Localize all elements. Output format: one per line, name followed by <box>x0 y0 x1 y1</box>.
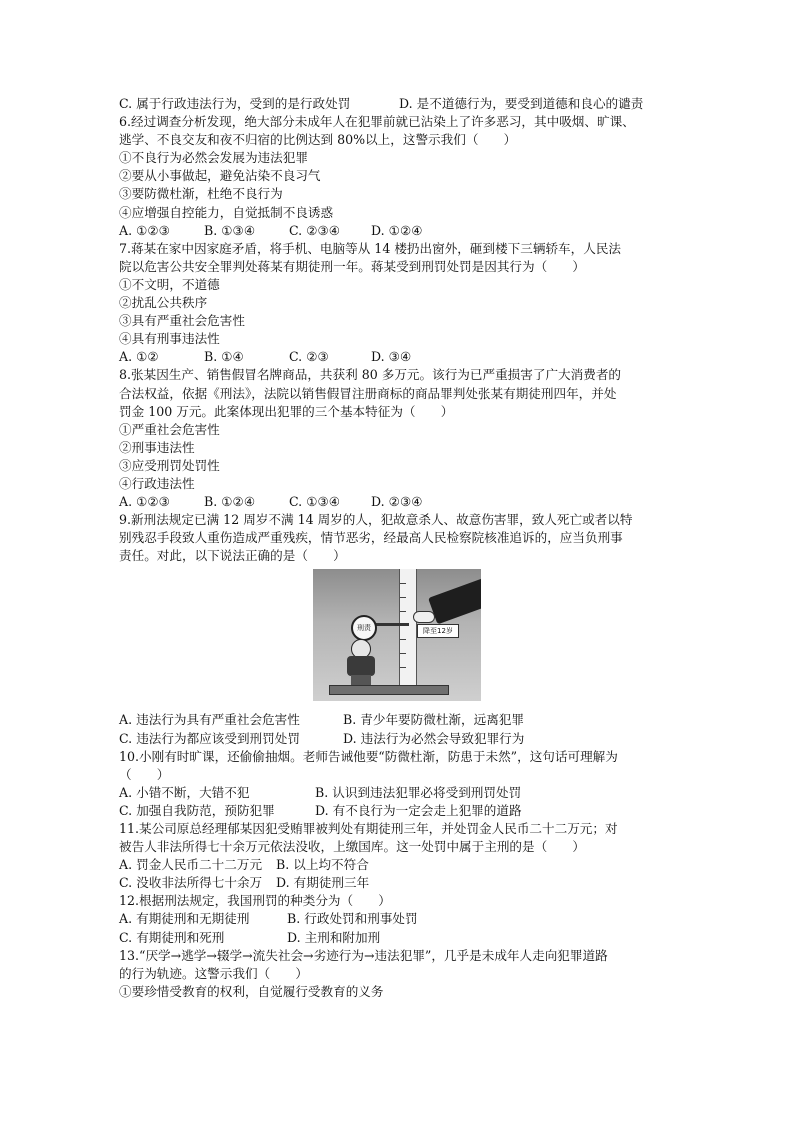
text-line <box>119 348 679 366</box>
option-text: C. ②③ <box>289 349 329 365</box>
option-text: B. ①④ <box>204 349 244 365</box>
text-line <box>119 294 679 312</box>
line-text: ④具有刑事违法性 <box>119 331 220 347</box>
text-line <box>119 965 679 983</box>
line-text: （ ） <box>119 766 170 782</box>
option-text: D. 有不良行为一定会走上犯罪的道路 <box>315 802 522 818</box>
option-text: A. ①② <box>119 349 159 365</box>
text-line <box>119 312 679 330</box>
text-line <box>119 493 679 511</box>
line-text: 逃学、不良交友和夜不归宿的比例达到 80%以上，这警示我们（ ） <box>119 132 517 148</box>
height-ruler <box>399 569 417 687</box>
option-text: C. ②③④ <box>289 222 341 238</box>
option-text: A. ①②③ <box>119 494 170 510</box>
figure-container <box>119 569 679 701</box>
line-text: 13.“厌学→逃学→辍学→流失社会→劣迹行为→违法犯罪”，几乎是未成年人走向犯罪道路 <box>119 947 608 963</box>
text-line <box>119 403 679 421</box>
line-text: 罚金 100 万元。此案体现出犯罪的三个基本特征为（ ） <box>119 403 454 419</box>
line-text: 6.经过调查分析发现，绝大部分未成年人在犯罪前就已沾染上了许多恶习，其中吸烟、旷课、 <box>119 114 635 130</box>
option-text: A. 有期徒刑和无期徒刑 <box>119 911 250 927</box>
text-line <box>119 131 679 149</box>
line-text: 10.小刚有时旷课，还偷偷抽烟。老师告诫他要“防微杜渐，防患于未然”，这句话可理解为 <box>119 748 618 764</box>
text-line <box>119 439 679 457</box>
option-text: D. ①②④ <box>371 222 423 238</box>
option-text: B. 认识到违法犯罪必将受到刑罚处罚 <box>315 784 522 800</box>
text-line <box>119 385 679 403</box>
option-text: D. 主刑和附加刑 <box>287 929 381 945</box>
text-line <box>119 802 679 820</box>
text-line <box>119 910 679 928</box>
text-line <box>119 185 679 203</box>
text-line <box>119 874 679 892</box>
text-line <box>119 366 679 384</box>
option-text: B. 行政处罚和刑事处罚 <box>287 911 418 927</box>
text-line <box>119 95 679 113</box>
line-text: 9.新刑法规定已满 12 周岁不满 14 周岁的人，犯故意杀人、故意伤害罪，致人死亡或者以特 <box>119 512 633 528</box>
text-line <box>119 547 679 565</box>
line-text: 7.蒋某在家中因家庭矛盾，将手机、电脑等从 14 楼扔出窗外，砸到楼下三辆轿车，人民法 <box>119 240 622 256</box>
text-line <box>119 983 679 1001</box>
option-text: C. 违法行为都应该受到刑罚处罚 <box>119 730 300 746</box>
text-line <box>119 529 679 547</box>
line-text: 被告人非法所得七十余万元依法没收，上缴国库。这一处罚中属于主刑的是（ ） <box>119 839 585 855</box>
line-text: 院以危害公共安全罪判处蒋某有期徒刑一年。蒋某受到刑罚处罚是因其行为（ ） <box>119 258 585 274</box>
line-text: 11.某公司原总经理郁某因犯受贿罪被判处有期徒刑三年，并处罚金人民币二十二万元；对 <box>119 821 618 836</box>
exam-page <box>119 95 679 1001</box>
option-text: B. 青少年要防微杜渐，远离犯罪 <box>343 712 524 728</box>
option-text: D. ③④ <box>371 349 412 365</box>
option-text: A. 罚金人民币二十二万元 <box>119 857 263 873</box>
line-text: ③应受刑罚处罚性 <box>119 457 220 473</box>
line-text: ①要珍惜受教育的权利，自觉履行受教育的义务 <box>119 983 384 999</box>
option-text: A. 违法行为具有严重社会危害性 <box>119 712 300 728</box>
line-text: ④应增强自控能力，自觉抵制不良诱惑 <box>119 204 334 220</box>
line-text: ①不文明，不道德 <box>119 276 220 292</box>
option-text: B. ①③④ <box>204 222 256 238</box>
text-line <box>119 421 679 439</box>
option-text: C. 没收非法所得七十余万 <box>119 875 263 891</box>
text-line <box>119 149 679 167</box>
text-line <box>119 276 679 294</box>
text-line <box>119 947 679 965</box>
line-text: ②扰乱公共秩序 <box>119 295 208 311</box>
line-text: ②刑事违法性 <box>119 439 195 455</box>
text-line <box>119 222 679 240</box>
text-line <box>119 856 679 874</box>
age-tag: 降至12岁 <box>417 624 459 638</box>
hand <box>413 611 435 623</box>
text-line <box>119 730 679 748</box>
text-line <box>119 892 679 910</box>
option-text: A. ①②③ <box>119 222 170 238</box>
line-text: ①不良行为必然会发展为违法犯罪 <box>119 150 308 166</box>
text-line <box>119 820 679 838</box>
option-text: D. ②③④ <box>371 494 423 510</box>
question-block-after-figure <box>119 711 679 1001</box>
question-block-before-figure <box>119 95 679 565</box>
child-legs <box>351 675 371 685</box>
line-text: ④行政违法性 <box>119 475 195 491</box>
text-line <box>119 929 679 947</box>
line-text: 合法权益，依据《刑法》，法院以销售假冒注册商标的商品罪判处张某有期徒刑四年，并处 <box>119 385 617 401</box>
text-line <box>119 204 679 222</box>
line-text: ①严重社会危害性 <box>119 421 220 437</box>
line-text: ③要防微杜渐，杜绝不良行为 <box>119 186 283 202</box>
line-text: 12.根据刑法规定，我国刑罚的种类分为（ ） <box>119 893 391 909</box>
option-text: C. ①③④ <box>289 494 341 510</box>
ruler-base <box>329 685 449 695</box>
option-text: D. 是不道德行为，要受到道德和良心的谴责 <box>399 96 644 111</box>
text-line <box>119 167 679 185</box>
option-text: D. 有期徒刑三年 <box>276 875 370 891</box>
text-line <box>119 711 679 729</box>
line-text: ②要从小事做起，避免沾染不良习气 <box>119 168 321 184</box>
text-line <box>119 511 679 529</box>
text-line <box>119 766 679 784</box>
text-line <box>119 258 679 276</box>
text-line <box>119 748 679 766</box>
line-text: 8.张某因生产、销售假冒名牌商品，共获利 80 多万元。该行为已严重损害了广大消费者的 <box>119 367 622 383</box>
child-body <box>347 656 375 676</box>
text-line <box>119 330 679 348</box>
option-text: C. 加强自我防范，预防犯罪 <box>119 802 275 818</box>
option-text: B. ①②④ <box>204 494 256 510</box>
text-line <box>119 240 679 258</box>
cartoon-illustration <box>313 569 481 701</box>
text-line <box>119 113 679 131</box>
text-line <box>119 838 679 856</box>
option-text: D. 违法行为必然会导致犯罪行为 <box>343 730 525 746</box>
text-line <box>119 784 679 802</box>
option-text: B. 以上均不符合 <box>276 857 369 873</box>
magnifier-label: 刑责 <box>351 615 377 641</box>
text-line <box>119 475 679 493</box>
text-line <box>119 457 679 475</box>
option-text: C. 属于行政违法行为，受到的是行政处罚 <box>119 96 351 111</box>
sleeve-arm <box>428 578 481 625</box>
line-text: 别残忍手段致人重伤造成严重残疾，情节恶劣，经最高人民检察院核准追诉的，应当负刑事 <box>119 530 623 546</box>
line-text: ③具有严重社会危害性 <box>119 313 245 329</box>
option-text: C. 有期徒刑和死刑 <box>119 929 225 945</box>
option-text: A. 小错不断，大错不犯 <box>119 784 250 800</box>
line-text: 责任。对此，以下说法正确的是（ ） <box>119 548 346 564</box>
line-text: 的行为轨迹。这警示我们（ ） <box>119 965 308 981</box>
